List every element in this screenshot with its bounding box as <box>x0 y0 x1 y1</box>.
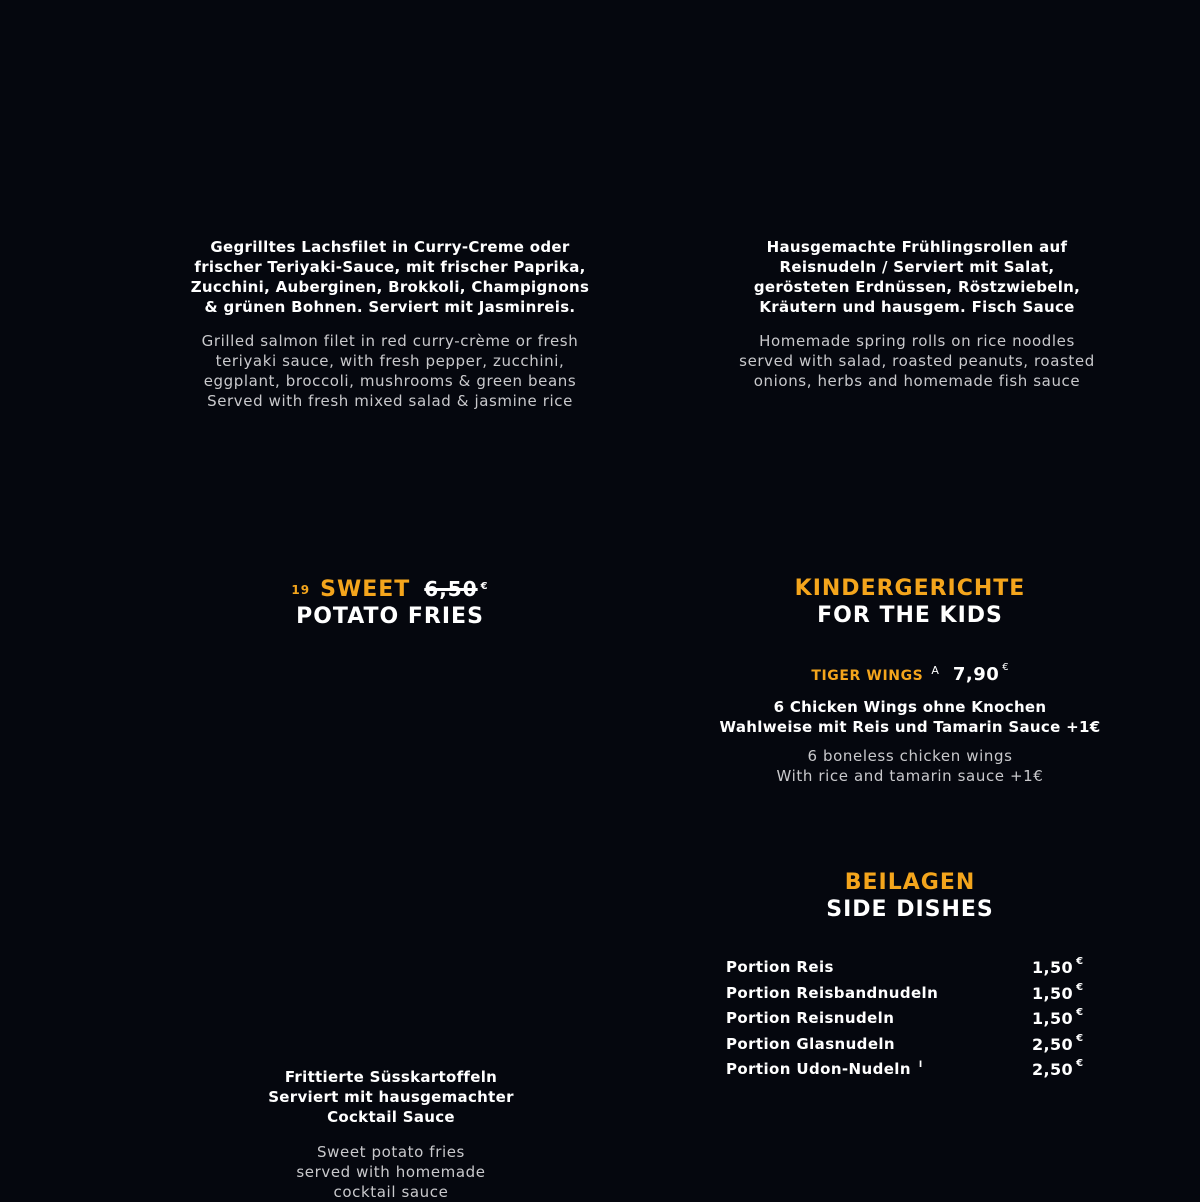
text-line: served with salad, roasted peanuts, roasted <box>739 352 1095 370</box>
list-item <box>726 1060 1096 1086</box>
sweet-potato-description-en <box>191 1142 591 1202</box>
text-line: Grilled salmon filet in red curry-crème or fresh <box>201 332 579 350</box>
price-value: 1,50 <box>1032 1009 1074 1028</box>
sides-title-en: SIDE DISHES <box>826 897 994 922</box>
side-dish-name <box>726 1035 895 1053</box>
side-dish-price <box>1032 1032 1084 1054</box>
side-dish-price <box>1032 958 1083 977</box>
currency-symbol: € <box>1076 1007 1084 1018</box>
side-dish-label: Portion Reis <box>726 958 834 976</box>
price-value: 2,50 <box>1032 1060 1074 1079</box>
side-dishes-list <box>726 958 1096 1086</box>
side-dish-name <box>726 1009 894 1027</box>
side-dish-label: Portion Glasnudeln <box>726 1034 896 1053</box>
tiger-wings-description <box>660 697 1160 786</box>
sides-heading <box>710 870 1110 924</box>
text-line: Homemade spring rolls on rice noodles <box>759 332 1075 350</box>
price-value: 1,50 <box>1032 983 1074 1003</box>
side-dish-price <box>1032 1060 1083 1079</box>
list-item <box>726 1032 1096 1061</box>
price-value: 2,50 <box>1032 1034 1074 1054</box>
kids-heading <box>710 576 1110 630</box>
text-line: Sweet potato fries <box>317 1143 465 1161</box>
text-line: With rice and tamarin sauce +1€ <box>776 767 1044 785</box>
price-value: 1,50 <box>1032 958 1074 977</box>
item-number: 19 <box>291 583 311 597</box>
side-dish-name <box>726 984 938 1002</box>
text-line: teriyaki sauce, with fresh pepper, zucchini, <box>215 352 565 370</box>
tiger-wings-header <box>700 664 1120 685</box>
text-line: served with homemade <box>296 1163 486 1181</box>
side-dish-label: Portion Udon-Nudeln <box>726 1060 911 1078</box>
sweet-potato-title-line <box>190 576 590 603</box>
allergen-code: I <box>918 1060 923 1070</box>
text-line: Reisnudeln / Serviert mit Salat, <box>779 258 1055 276</box>
text-line: Serviert mit hausgemachter <box>268 1088 514 1106</box>
text-line: Served with fresh mixed salad & jasmine rice <box>207 392 573 410</box>
salmon-description-en <box>140 331 640 411</box>
text-line: frischer Teriyaki-Sauce, mit frischer Paprika, <box>194 258 586 276</box>
currency-symbol: € <box>480 581 489 592</box>
side-dish-price <box>1032 1009 1083 1028</box>
sweet-potato-title-top: SWEET <box>320 577 411 602</box>
side-dish-label: Portion Reisnudeln <box>726 1009 895 1027</box>
sweet-potato-title-bottom: POTATO FRIES <box>296 604 484 629</box>
sides-title-de: BEILAGEN <box>844 870 976 895</box>
text-line: Wahlweise mit Reis und Tamarin Sauce +1€ <box>719 718 1101 736</box>
text-line: gerösteten Erdnüssen, Röstzwiebeln, <box>753 278 1081 296</box>
text-line: Cocktail Sauce <box>327 1108 455 1126</box>
tiger-wings-description-de <box>660 697 1160 737</box>
tiger-wings-name: TIGER WINGS <box>811 668 924 684</box>
kids-title-en: FOR THE KIDS <box>817 603 1003 628</box>
text-line: 6 Chicken Wings ohne Knochen <box>773 698 1047 716</box>
currency-symbol: € <box>1076 956 1084 967</box>
list-item <box>726 958 1096 984</box>
tiger-wings-description-en <box>660 746 1160 786</box>
text-line: cocktail sauce <box>333 1183 449 1201</box>
currency-symbol: € <box>1076 981 1084 993</box>
sweet-potato-heading <box>190 576 590 631</box>
kids-title-de: KINDERGERICHTE <box>794 576 1026 601</box>
spring-rolls-description-de <box>667 237 1167 317</box>
side-dish-label: Portion Reisbandnudeln <box>726 983 939 1002</box>
list-item <box>726 1009 1096 1035</box>
side-dish-name <box>726 958 834 976</box>
currency-symbol: € <box>1002 662 1009 673</box>
spring-rolls-description-en <box>667 331 1167 391</box>
text-line: Kräutern und hausgem. Fisch Sauce <box>759 298 1075 316</box>
tiger-wings-price: 7,90 <box>952 664 1000 685</box>
sweet-potato-description-de <box>191 1067 591 1127</box>
text-line: & grünen Bohnen. Serviert mit Jasminreis. <box>204 298 576 316</box>
currency-symbol: € <box>1076 1032 1084 1044</box>
spring-rolls-description <box>667 237 1167 391</box>
list-item <box>726 981 1096 1010</box>
sweet-potato-price: 6,50 <box>424 577 478 601</box>
currency-symbol: € <box>1076 1058 1084 1069</box>
text-line: Zucchini, Auberginen, Brokkoli, Champignons <box>190 278 590 296</box>
text-line: Frittierte Süsskartoffeln <box>284 1068 498 1086</box>
text-line: Hausgemachte Frühlingsrollen auf <box>766 238 1068 256</box>
salmon-description-de <box>140 237 640 317</box>
text-line: Gegrilltes Lachsfilet in Curry-Creme oder <box>210 238 570 256</box>
text-line: eggplant, broccoli, mushrooms & green beans <box>203 372 577 390</box>
allergen-code: A <box>931 664 939 677</box>
side-dish-price <box>1032 981 1084 1003</box>
salmon-description <box>140 237 640 411</box>
side-dish-name <box>726 1060 923 1078</box>
text-line: 6 boneless chicken wings <box>807 747 1013 765</box>
text-line: onions, herbs and homemade fish sauce <box>753 372 1081 390</box>
sweet-potato-description <box>191 1067 591 1202</box>
